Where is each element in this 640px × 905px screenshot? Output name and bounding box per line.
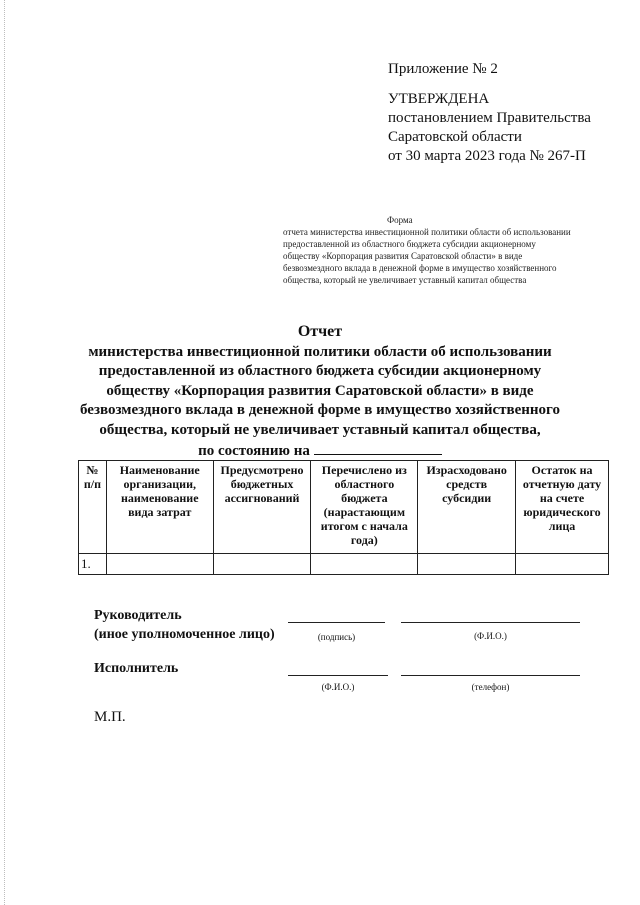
table-cell: 1. — [79, 554, 107, 575]
approved-label: УТВЕРЖДЕНА — [388, 91, 490, 107]
title-line: безвозмездного вклада в денежной форме в имущество хозяйственного — [80, 402, 560, 418]
stamp-place: М.П. — [94, 709, 126, 725]
form-note-line: предоставленной из областного бюджета субсидии акционерному — [283, 239, 536, 249]
scan-edge — [4, 0, 6, 905]
executor-phone-line — [401, 675, 580, 676]
report-title — [60, 322, 580, 462]
title-heading: Отчет — [297, 323, 343, 340]
table-header-row — [79, 461, 609, 554]
approval-line-1: постановлением Правительства — [388, 110, 591, 126]
head-name-line — [401, 622, 580, 623]
executor-name-line — [288, 675, 388, 676]
date-blank — [314, 440, 442, 455]
form-label: Форма — [387, 215, 413, 225]
executor-label: Исполнитель — [94, 661, 179, 676]
form-note-line: безвозмездного вклада в денежной форме в имущество хозяйственного — [283, 263, 557, 273]
date-prefix: по состоянию на — [198, 443, 310, 459]
approval-line-3: от 30 марта 2023 года № 267-П — [388, 148, 586, 164]
head-signature-line — [288, 622, 385, 623]
table-cell — [418, 554, 516, 575]
header-spent: Израсходовано средств субсидии — [418, 461, 516, 554]
report-table — [78, 460, 609, 575]
head-sublabel: (иное уполномоченное лицо) — [94, 627, 275, 642]
approval-line-2: Саратовской области — [388, 129, 522, 145]
header-organization: Наименование организации, наименование вида затрат — [106, 461, 213, 554]
title-line: министерства инвестиционной политики области об использовании — [88, 343, 552, 360]
executor-phone-caption: (телефон) — [471, 682, 510, 692]
head-signature-caption: (подпись) — [317, 632, 356, 642]
approval-block — [388, 60, 591, 166]
title-line: предоставленной из областного бюджета субсидии акционерному — [98, 363, 542, 379]
header-transferred: Перечислено из областного бюджета (нарастающим итогом с начала года) — [311, 461, 418, 554]
form-note-line: отчета министерства инвестиционной политики области об использовании — [283, 227, 571, 237]
table-cell — [516, 554, 609, 575]
head-label: Руководитель — [94, 608, 182, 623]
header-number: № п/п — [79, 461, 107, 554]
appendix-number: Приложение № 2 — [388, 61, 498, 77]
header-balance: Остаток на отчетную дату на счете юридического лица — [516, 461, 609, 554]
table-row — [79, 554, 609, 575]
title-line: общества, который не увеличивает уставный капитал общества, — [99, 421, 541, 438]
form-note-line: обществу «Корпорация развития Саратовской области» в виде — [283, 251, 523, 261]
header-budget: Предусмотрено бюджетных ассигнований — [213, 461, 311, 554]
table-cell — [213, 554, 311, 575]
executor-name-caption: (Ф.И.О.) — [321, 682, 355, 692]
date-line — [60, 440, 580, 462]
table-cell — [106, 554, 213, 575]
table-cell — [311, 554, 418, 575]
title-line: обществу «Корпорация развития Саратовской области» в виде — [106, 382, 534, 399]
head-name-caption: (Ф.И.О.) — [474, 631, 507, 641]
form-note-line: общества, который не увеличивает уставный капитал общества — [283, 275, 527, 285]
form-note — [283, 214, 603, 286]
